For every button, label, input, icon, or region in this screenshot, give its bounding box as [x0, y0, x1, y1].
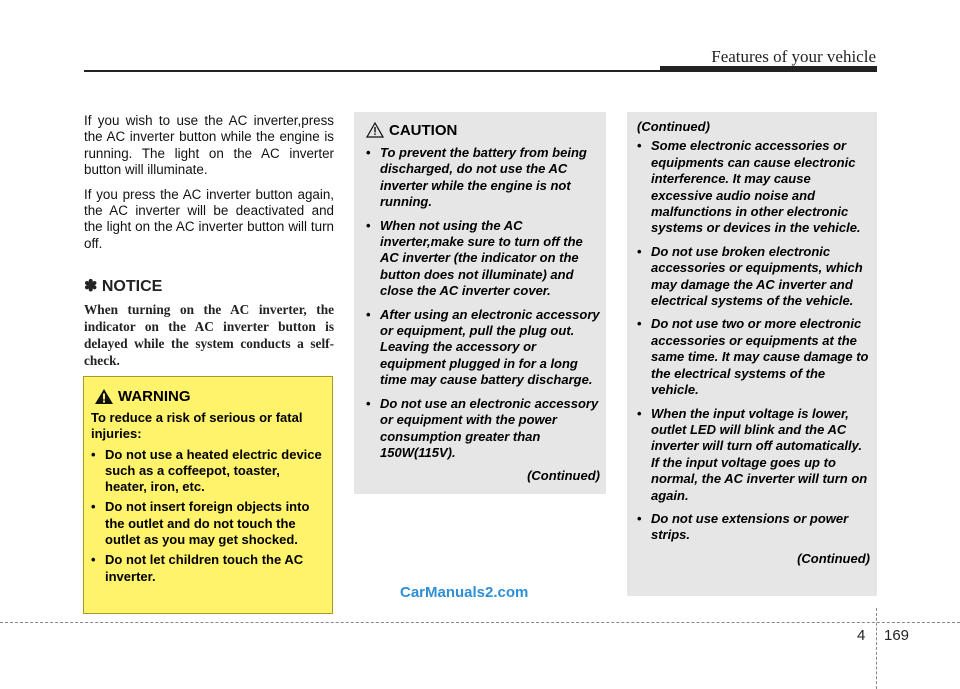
warning-item-3: • Do not let children touch the AC inverter.: [91, 552, 324, 585]
warning-triangle-icon: [94, 388, 114, 410]
watermark: CarManuals2.com: [400, 584, 529, 601]
caution-title: CAUTION: [389, 122, 458, 139]
caution-body: [366, 145, 600, 485]
caution-triangle-icon: [366, 122, 384, 143]
caution-cont-item-1: • Some electronic accessories or equipments can cause electronic interference. It may cause excessive audio noise and malfunctions in other electronic systems or devices in the vehicle.: [637, 138, 870, 236]
page-chapter: 4: [857, 627, 866, 644]
caution-cont-item-3: • Do not use two or more electronic accessories or equipments at the same time. It may cause damage to the electrical systems of the vehicle.: [637, 316, 870, 398]
caution-cont-item-2: • Do not use broken electronic accessories or equipments, which may damage the AC inverter and electrical systems of the vehicle.: [637, 244, 870, 310]
caution-item-3: • After using an electronic accessory or equipment, pull the plug out. Leaving the accessory or equipment plugged in for a long time may cause battery discharge.: [366, 307, 600, 389]
warning-title: WARNING: [118, 388, 191, 405]
warning-body: [91, 410, 324, 585]
footer-rule: [0, 622, 960, 623]
intro-text: [84, 113, 334, 260]
caution-continued: (Continued): [527, 468, 600, 484]
caution-cont-item-4: • When the input voltage is lower, outlet LED will blink and the AC inverter will turn off automatically. If the input voltage goes up to normal, the AC inverter will turn on again.: [637, 406, 870, 504]
caution-continued-heading: (Continued): [637, 119, 710, 134]
caution-item-4: • Do not use an electronic accessory or equipment with the power consumption greater than 150W(115V).: [366, 396, 600, 462]
warning-item-2: • Do not insert foreign objects into the outlet and do not touch the outlet as you may get shocked.: [91, 499, 324, 548]
notice-title: ✽ NOTICE: [84, 278, 163, 295]
warning-item-1: • Do not use a heated electric device such as a coffeepot, toaster, heater, iron, etc.: [91, 447, 324, 496]
caution-item-1: • To prevent the battery from being discharged, do not use the AC inverter while the engine is not running.: [366, 145, 600, 211]
page-header-title: Features of your vehicle: [711, 47, 876, 66]
header-accent-bar: [660, 66, 877, 72]
intro-paragraph-1: If you wish to use the AC inverter,press the AC inverter button while the engine is running. The light on the AC inverter button will illuminate.: [84, 113, 334, 178]
footer-divider: [876, 608, 877, 689]
caution-cont-item-5: • Do not use extensions or power strips.: [637, 511, 870, 544]
caution-cont-continued: (Continued): [797, 550, 870, 566]
notice-text: When turning on the AC inverter, the indicator on the AC inverter button is delayed while the system conducts a self-check.: [84, 302, 334, 368]
caution-item-2: • When not using the AC inverter,make sure to turn off the AC inverter (the indicator on the button does not illuminate) and close the AC inverter cover.: [366, 218, 600, 300]
page-number: 169: [884, 627, 910, 644]
warning-intro: To reduce a risk of serious or fatal injuries:: [91, 410, 303, 442]
header-rule: [84, 70, 662, 72]
intro-paragraph-2: If you press the AC inverter button again, the AC inverter will be deactivated and the light on the AC inverter button will turn off.: [84, 186, 334, 251]
caution-continued-body: [637, 119, 870, 567]
